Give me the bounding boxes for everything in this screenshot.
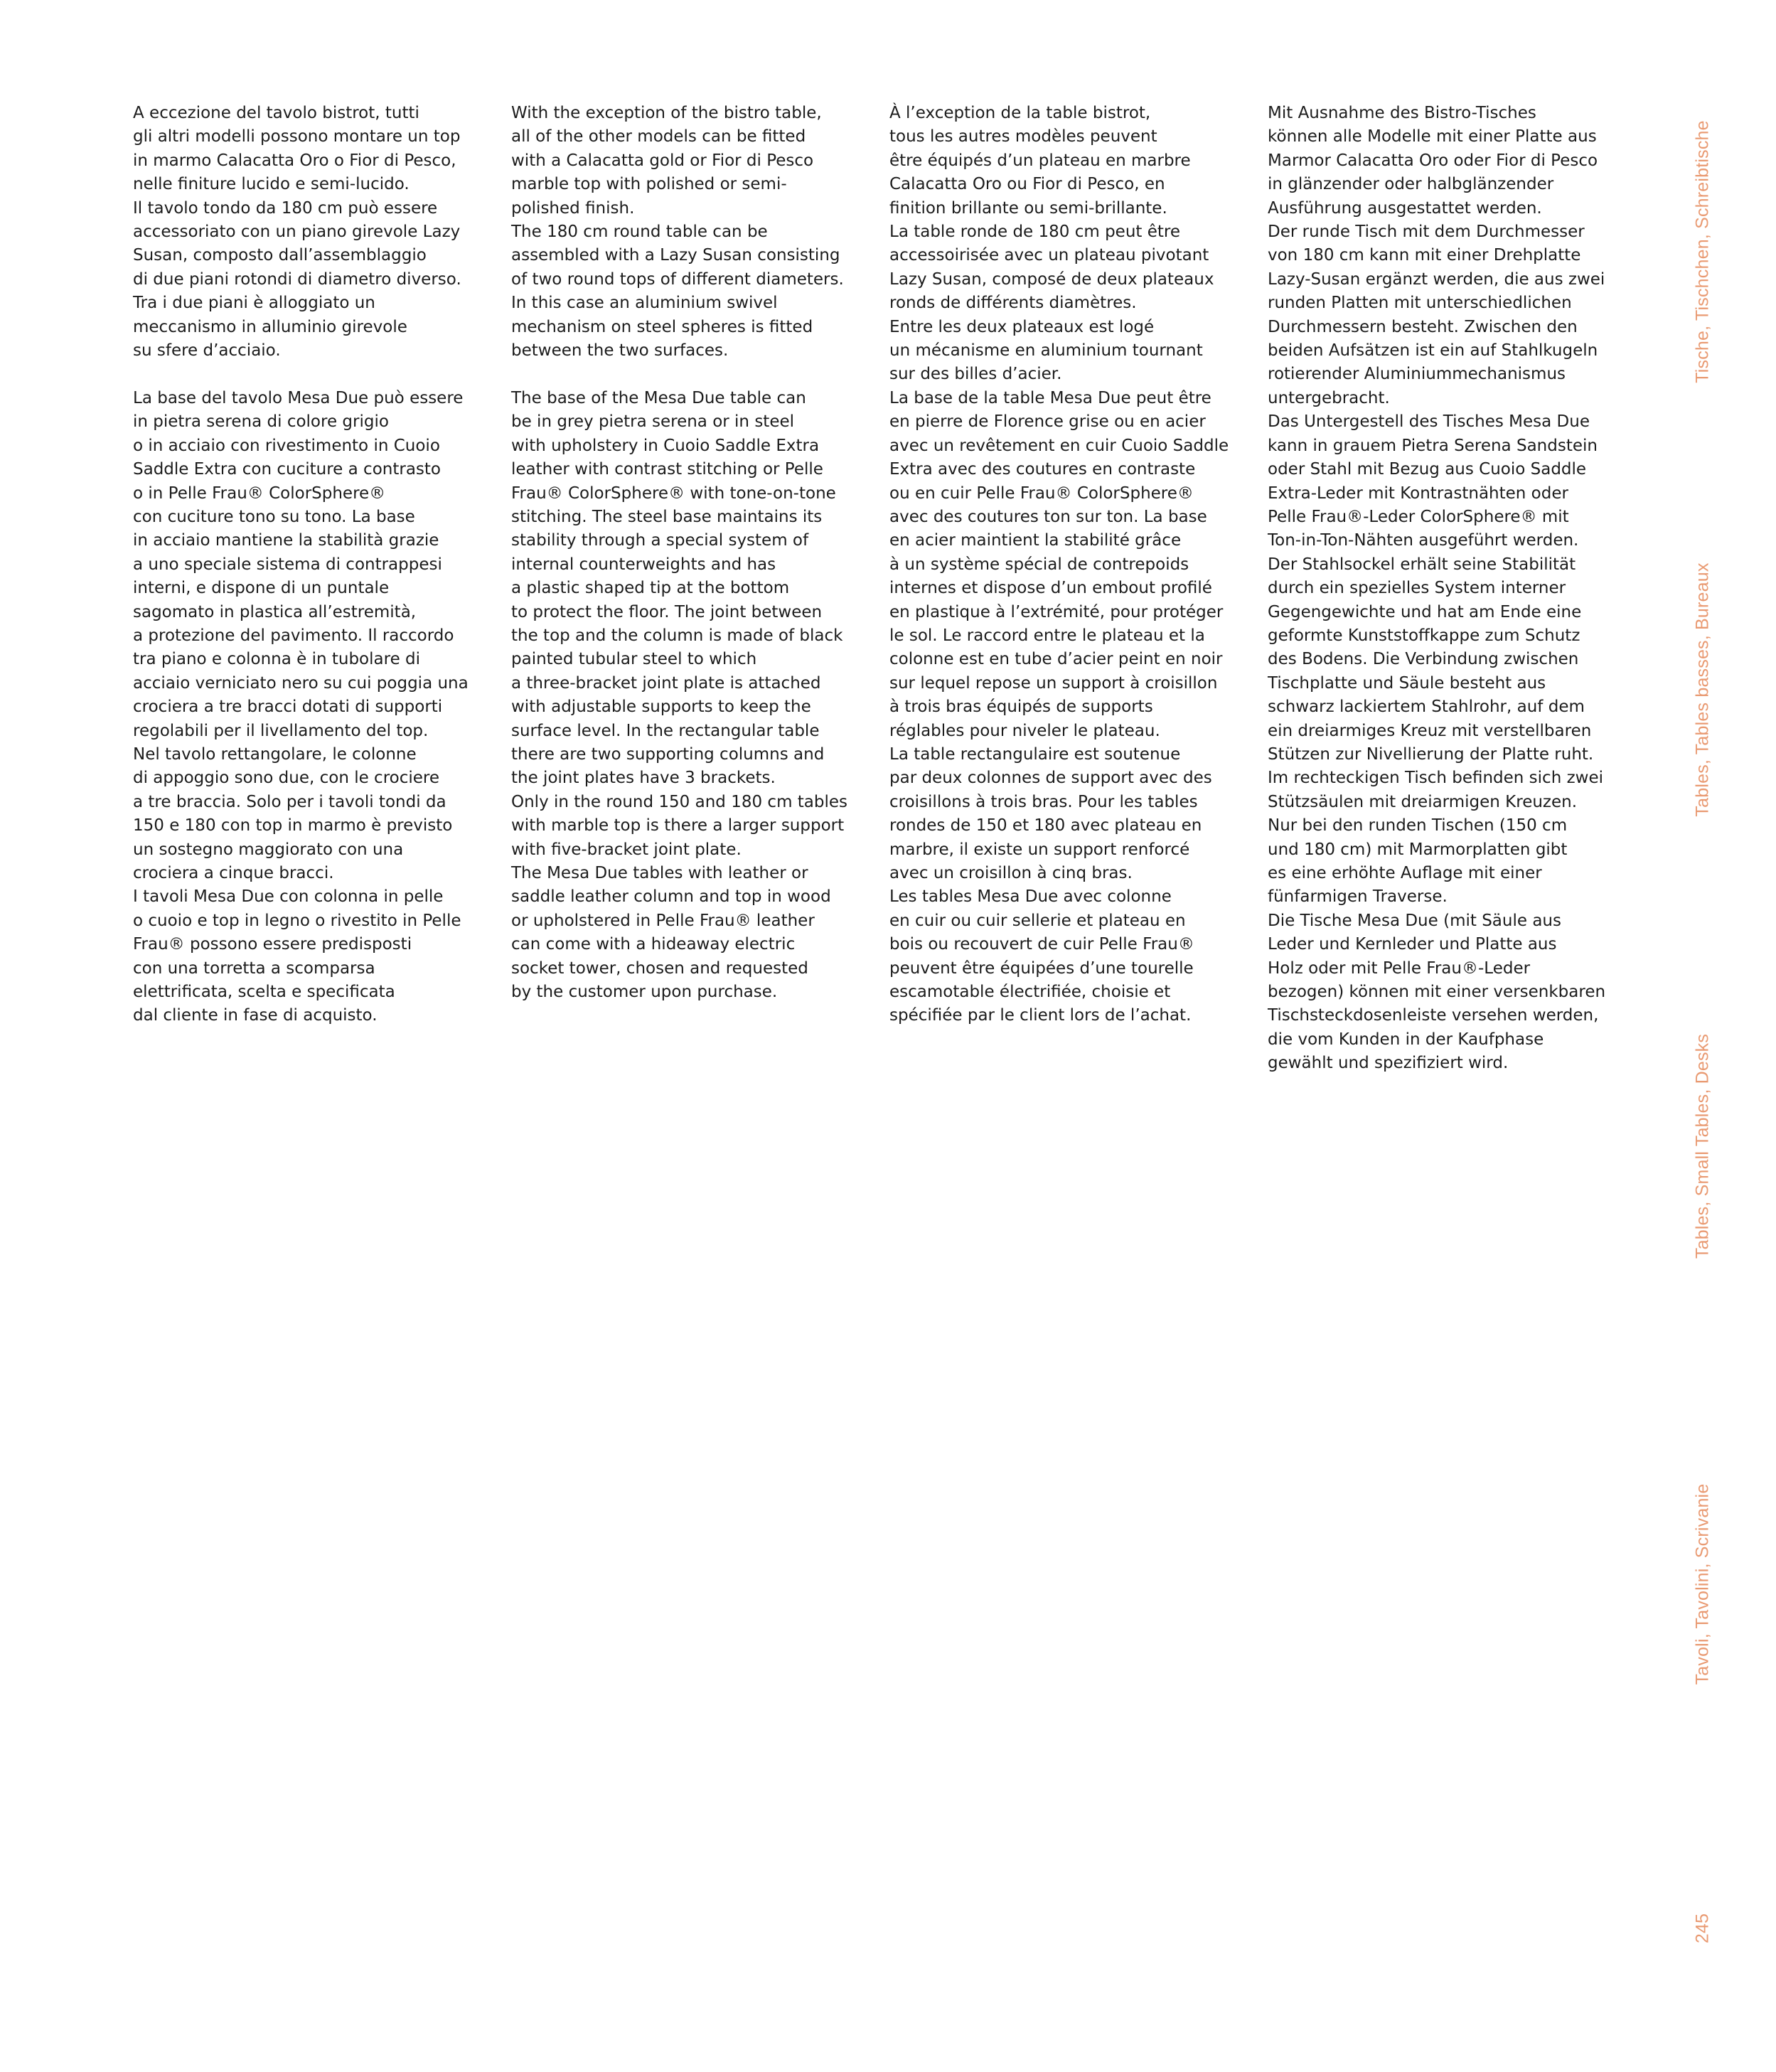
french-text-column: À l’exception de la table bistrot, tous les autres modèles peuvent être équipés d’un plateau en marbre Calacatta Oro ou Fior di Pesco, en finition brillante ou semi-brillante. La table ronde de 180 cm peut être accessoirisée avec un plateau pivotant Lazy Susan, composé de deux plateaux ronds de différents diamètres. Entre les deux plateaux est logé un mécanisme en aluminium tournant sur des billes d’acier. La base de la table Mesa Due peut être en pierre de Florence grise ou en acier avec un revêtement en cuir Cuoio Saddle Extra avec des coutures en contraste ou en cuir Pelle Frau® ColorSphere® avec des coutures ton sur ton. La base en acier maintient la stabilité grâce à un système spécial de contrepoids internes et dispose d’un embout profilé en plastique à l’extrémité, pour protéger le sol. Le raccord entre le plateau et la colonne est en tube d’acier peint en noir sur lequel repose un support à croisillon à trois bras équipés de supports réglables pour niveler le plateau. La table rectangulaire est soutenue par deux colonnes de support avec des croisillons à trois bras. Pour les tables rondes de 150 et 180 avec plateau en marbre, il existe un support renforcé avec un croisillon à cinq bras. Les tables Mesa Due avec colonne en cuir ou cuir sellerie et plateau en bois ou recouvert de cuir Pelle Frau® peuvent être équipées d’une tourelle escamotable électrifiée, choisie et spécifiée par le client lors de l’achat. [889, 104, 1229, 1025]
german-text-column: Mit Ausnahme des Bistro-Tisches können alle Modelle mit einer Platte aus Marmor Calacatta Oro oder Fior di Pesco in glänzender oder halbglänzender Ausführung ausgestattet werden. Der runde Tisch mit dem Durchmesser von 180 cm kann mit einer Drehplatte Lazy-Susan ergänzt werden, die aus zwei runden Platten mit unterschiedlichen Durchmessern besteht. Zwischen den beiden Aufsätzen ist ein auf Stahlkugeln rotierender Aluminiummechanismus untergebracht. Das Untergestell des Tisches Mesa Due kann in grauem Pietra Serena Sandstein oder Stahl mit Bezug aus Cuoio Saddle Extra-Leder mit Kontrastnähten oder Pelle Frau®-Leder ColorSphere® mit Ton-in-Ton-Nähten ausgeführt werden. Der Stahlsockel erhält seine Stabilität durch ein spezielles System interner Gegengewichte und hat am Ende eine geformte Kunststoffkappe zum Schutz des Bodens. Die Verbindung zwischen Tischplatte und Säule besteht aus schwarz lackiertem Stahlrohr, auf dem ein dreiarmiges Kreuz mit verstellbaren Stützen zur Nivellierung der Platte ruht. Im rechteckigen Tisch befinden sich zwei Stützsäulen mit dreiarmigen Kreuzen. Nur bei den runden Tischen (150 cm und 180 cm) mit Marmorplatten gibt es eine erhöhte Auflage mit einer fünfarmigen Traverse. Die Tische Mesa Due (mit Säule aus Leder und Kernleder und Platte aus Holz oder mit Pelle Frau®-Leder bezogen) können mit einer versenkbaren Tischsteckdosenleiste versehen werden, die vom Kunden in der Kaufphase gewählt und spezifiziert wird. [1268, 104, 1606, 1073]
sidebar-label-french: Tables, Tables basses, Bureaux [1692, 562, 1713, 817]
english-text-column: With the exception of the bistro table, all of the other models can be fitted with a Calacatta gold or Fior di Pesco marble top with polished or semi- polished finish. The 180 cm round table can be assembled with a Lazy Susan consisting of two round tops of different diameters. In this case an aluminium swivel mechanism on steel spheres is fitted between the two surfaces. The base of the Mesa Due table can be in grey pietra serena or in steel with upholstery in Cuoio Saddle Extra leather with contrast stitching or Pelle Frau® ColorSphere® with tone-on-tone stitching. The steel base maintains its stability through a special system of internal counterweights and has a plastic shaped tip at the bottom to protect the floor. The joint between the top and the column is made of black painted tubular steel to which a three-bracket joint plate is attached with adjustable supports to keep the surface level. In the rectangular table there are two supporting columns and the joint plates have 3 brackets. Only in the round 150 and 180 cm tables with marble top is there a larger support with five-bracket joint plate. The Mesa Due tables with leather or saddle leather column and top in wood or upholstered in Pelle Frau® leather can come with a hideaway electric socket tower, chosen and requested by the customer upon purchase. [511, 104, 848, 1002]
sidebar-label-italian: Tavoli, Tavolini, Scrivanie [1692, 1483, 1713, 1685]
page-number-label: 245 [1692, 1913, 1713, 1944]
sidebar-label-german: Tische, Tischchen, Schreibtische [1692, 120, 1713, 383]
italian-text-column: A eccezione del tavolo bistrot, tutti gli altri modelli possono montare un top in marmo Calacatta Oro o Fior di Pesco, nelle finiture lucido e semi-lucido. Il tavolo tondo da 180 cm può essere accessoriato con un piano girevole Lazy Susan, composto dall’assemblaggio di due piani rotondi di diametro diverso. Tra i due piani è alloggiato un meccanismo in alluminio girevole su sfere d’acciaio. La base del tavolo Mesa Due può essere in pietra serena di colore grigio o in acciaio con rivestimento in Cuoio Saddle Extra con cuciture a contrasto o in Pelle Frau® ColorSphere® con cuciture tono su tono. La base in acciaio mantiene la stabilità grazie a uno speciale sistema di contrappesi interni, e dispone di un puntale sagomato in plastica all’estremità, a protezione del pavimento. Il raccordo tra piano e colonna è in tubolare di acciaio verniciato nero su cui poggia una crociera a tre bracci dotati di supporti regolabili per il livellamento del top. Nel tavolo rettangolare, le colonne di appoggio sono due, con le crociere a tre braccia. Solo per i tavoli tondi da 150 e 180 con top in marmo è previsto un sostegno maggiorato con una crociera a cinque bracci. I tavoli Mesa Due con colonna in pelle o cuoio e top in legno o rivestito in Pelle Frau® possono essere predisposti con una torretta a scomparsa elettrificata, scelta e specificata dal cliente in fase di acquisto. [133, 104, 469, 1025]
sidebar-label-english: Tables, Small Tables, Desks [1692, 1033, 1713, 1259]
